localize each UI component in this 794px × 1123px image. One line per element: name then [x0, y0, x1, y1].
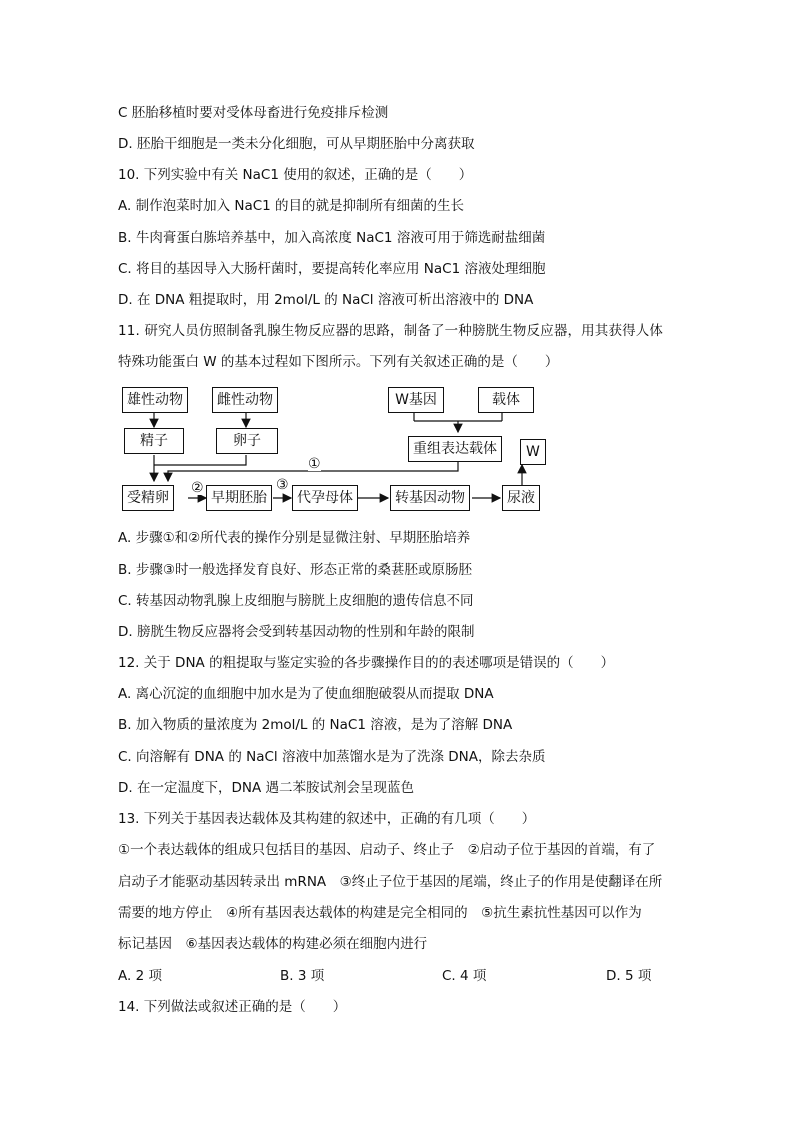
- q11-option-c: C. 转基因动物乳腺上皮细胞与膀胱上皮细胞的遗传信息不同: [118, 593, 474, 609]
- step-2-label: ②: [191, 480, 204, 496]
- q12-option-a: A. 离心沉淀的血细胞中加水是为了使血细胞破裂从而提取 DNA: [118, 686, 494, 702]
- q11-option-d: D. 膀胱生物反应器将会受到转基因动物的性别和年龄的限制: [118, 624, 475, 640]
- option-c-prev: C 胚胎移植时要对受体母畜进行免疫排斥检测: [118, 105, 389, 121]
- sperm-box: 精子: [124, 428, 184, 454]
- q13-statement-line3: 需要的地方停止 ④所有基因表达载体的构建是完全相同的 ⑤抗生素抗性基因可以作为: [118, 905, 642, 921]
- q10-option-a: A. 制作泡菜时加入 NaC1 的目的就是抑制所有细菌的生长: [118, 198, 465, 214]
- q11-option-a: A. 步骤①和②所代表的操作分别是显微注射、早期胚胎培养: [118, 530, 471, 546]
- q13-statement-line2: 启动子才能驱动基因转录出 mRNA ③终止子位于基因的尾端，终止子的作用是使翻译在所: [118, 874, 663, 890]
- vector-box: 载体: [478, 387, 534, 413]
- question-14: 14. 下列做法或叙述正确的是（ ）: [118, 999, 347, 1015]
- q10-option-c: C. 将目的基因导入大肠杆菌时，要提高转化率应用 NaC1 溶液处理细胞: [118, 261, 546, 277]
- q11-option-b: B. 步骤③时一般选择发育良好、形态正常的桑葚胚或原肠胚: [118, 562, 472, 578]
- flow-diagram: [118, 383, 548, 515]
- question-10: 10. 下列实验中有关 NaC1 使用的叙述，正确的是（ ）: [118, 167, 473, 183]
- early-embryo-box: 早期胚胎: [206, 485, 272, 511]
- urine-box: 尿液: [502, 485, 540, 511]
- question-12: 12. 关于 DNA 的粗提取与鉴定实验的各步骤操作目的的表述哪项是错误的（ ）: [118, 655, 615, 671]
- q13-option-c: C. 4 项: [442, 968, 487, 984]
- q10-option-d: D. 在 DNA 粗提取时，用 2mol/L 的 NaCl 溶液可析出溶液中的 DNA: [118, 292, 534, 308]
- q12-option-b: B. 加入物质的量浓度为 2mol/L 的 NaC1 溶液，是为了溶解 DNA: [118, 717, 513, 733]
- q13-statement-line4: 标记基因 ⑥基因表达载体的构建必须在细胞内进行: [118, 936, 428, 952]
- q13-option-a: A. 2 项: [118, 968, 162, 984]
- egg-box: 卵子: [216, 428, 278, 454]
- q10-option-b: B. 牛肉膏蛋白胨培养基中，加入高浓度 NaC1 溶液可用于筛选耐盐细菌: [118, 230, 546, 246]
- q12-option-d: D. 在一定温度下，DNA 遇二苯胺试剂会呈现蓝色: [118, 780, 414, 796]
- zygote-box: 受精卵: [122, 485, 174, 511]
- step-3-label: ③: [276, 477, 289, 493]
- question-13: 13. 下列关于基因表达载体及其构建的叙述中，正确的有几项（ ）: [118, 811, 536, 827]
- transgenic-animal-box: 转基因动物: [390, 485, 470, 511]
- question-11-line2: 特殊功能蛋白 W 的基本过程如下图所示。下列有关叙述正确的是（ ）: [118, 354, 559, 370]
- protein-w-box: W: [520, 439, 546, 465]
- q13-option-b: B. 3 项: [280, 968, 325, 984]
- q12-option-c: C. 向溶解有 DNA 的 NaCl 溶液中加蒸馏水是为了洗涤 DNA，除去杂质: [118, 749, 546, 765]
- surrogate-box: 代孕母体: [292, 485, 358, 511]
- male-animal-box: 雄性动物: [122, 387, 188, 413]
- question-11-line1: 11. 研究人员仿照制备乳腺生物反应器的思路，制备了一种膀胱生物反应器，用其获得人体: [118, 323, 664, 339]
- option-d-prev: D. 胚胎干细胞是一类未分化细胞，可从早期胚胎中分离获取: [118, 136, 475, 152]
- recombinant-vector-box: 重组表达载体: [408, 436, 502, 462]
- w-gene-box: W基因: [388, 387, 444, 413]
- q13-option-d: D. 5 项: [606, 968, 652, 984]
- step-1-label: ①: [308, 456, 321, 472]
- female-animal-box: 雌性动物: [212, 387, 278, 413]
- q13-statement-line1: ①一个表达载体的组成只包括目的基因、启动子、终止子 ②启动子位于基因的首端，有了: [118, 842, 656, 858]
